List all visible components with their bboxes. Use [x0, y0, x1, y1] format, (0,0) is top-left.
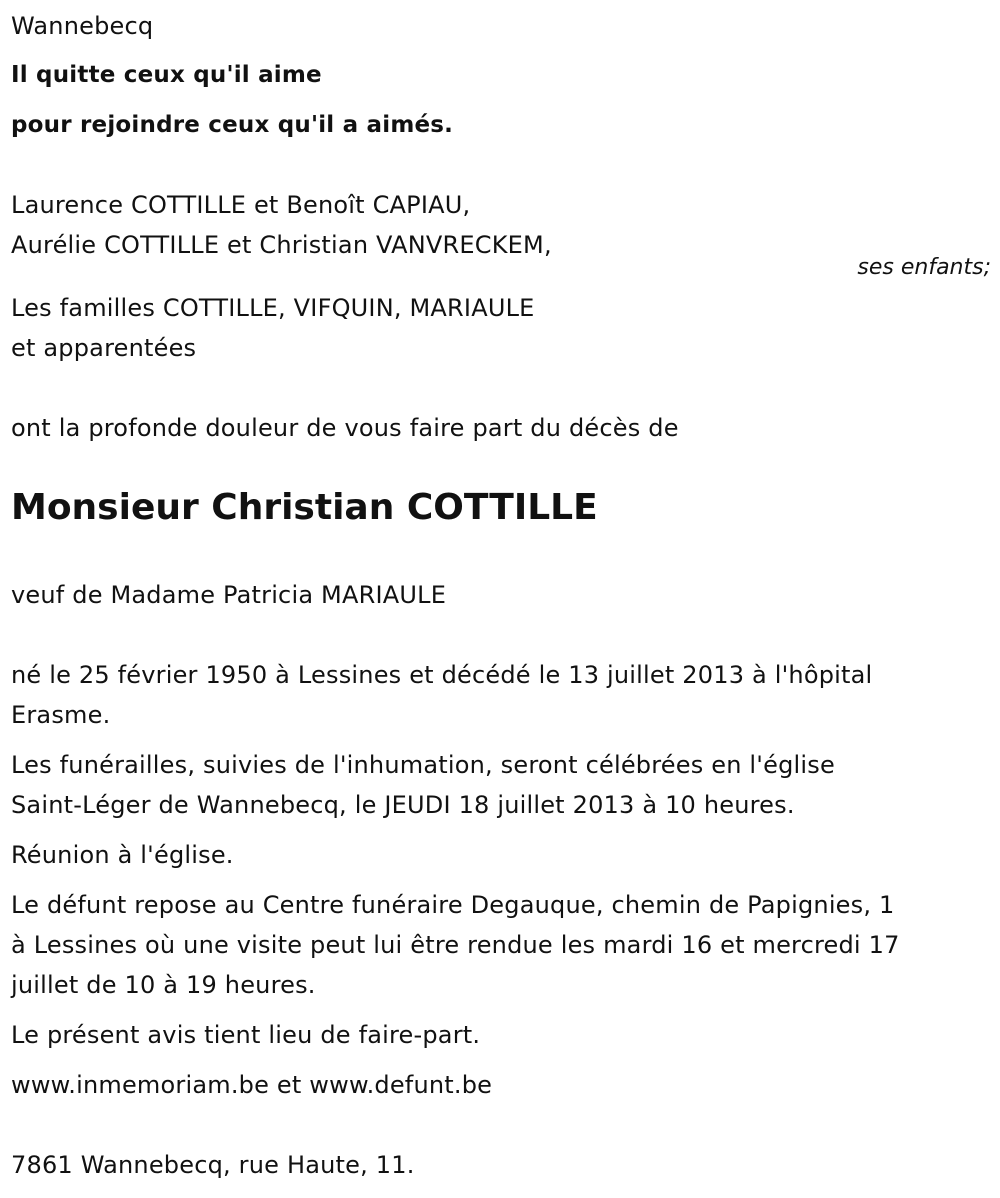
visitation-line-2: à Lessines où une visite peut lui être rendue les mardi 16 et mercredi 17	[11, 931, 900, 959]
notice-line: Le présent avis tient lieu de faire-part.	[11, 1021, 481, 1049]
address-line: 7861 Wannebecq, rue Haute, 11.	[11, 1151, 415, 1179]
deceased-name: Monsieur Christian COTTILLE	[11, 487, 598, 528]
visitation-line-1: Le défunt repose au Centre funéraire Degauque, chemin de Papignies, 1	[11, 891, 895, 919]
websites-line: www.inmemoriam.be et www.defunt.be	[11, 1071, 493, 1099]
families-line-1: Les familles COTTILLE, VIFQUIN, MARIAULE	[11, 294, 535, 322]
visitation-line-3: juillet de 10 à 19 heures.	[11, 971, 316, 999]
children-relation: ses enfants;	[857, 255, 991, 280]
families-line-2: et apparentées	[11, 334, 197, 362]
reunion-line: Réunion à l'église.	[11, 841, 234, 869]
birth-death-line-1: né le 25 février 1950 à Lessines et décédé le 13 juillet 2013 à l'hôpital	[11, 661, 873, 689]
location-header: Wannebecq	[11, 12, 154, 40]
funeral-line-1: Les funérailles, suivies de l'inhumation, seront célébrées en l'église	[11, 751, 835, 779]
announcement-text: ont la profonde douleur de vous faire part du décès de	[11, 414, 679, 442]
children-line-2: Aurélie COTTILLE et Christian VANVRECKEM,	[11, 231, 552, 259]
spouse-line: veuf de Madame Patricia MARIAULE	[11, 581, 447, 609]
children-line-1: Laurence COTTILLE et Benoît CAPIAU,	[11, 191, 471, 219]
quote-line-2: pour rejoindre ceux qu'il a aimés.	[11, 112, 454, 138]
birth-death-line-2: Erasme.	[11, 701, 111, 729]
funeral-line-2: Saint-Léger de Wannebecq, le JEUDI 18 juillet 2013 à 10 heures.	[11, 791, 795, 819]
quote-line-1: Il quitte ceux qu'il aime	[11, 62, 322, 88]
